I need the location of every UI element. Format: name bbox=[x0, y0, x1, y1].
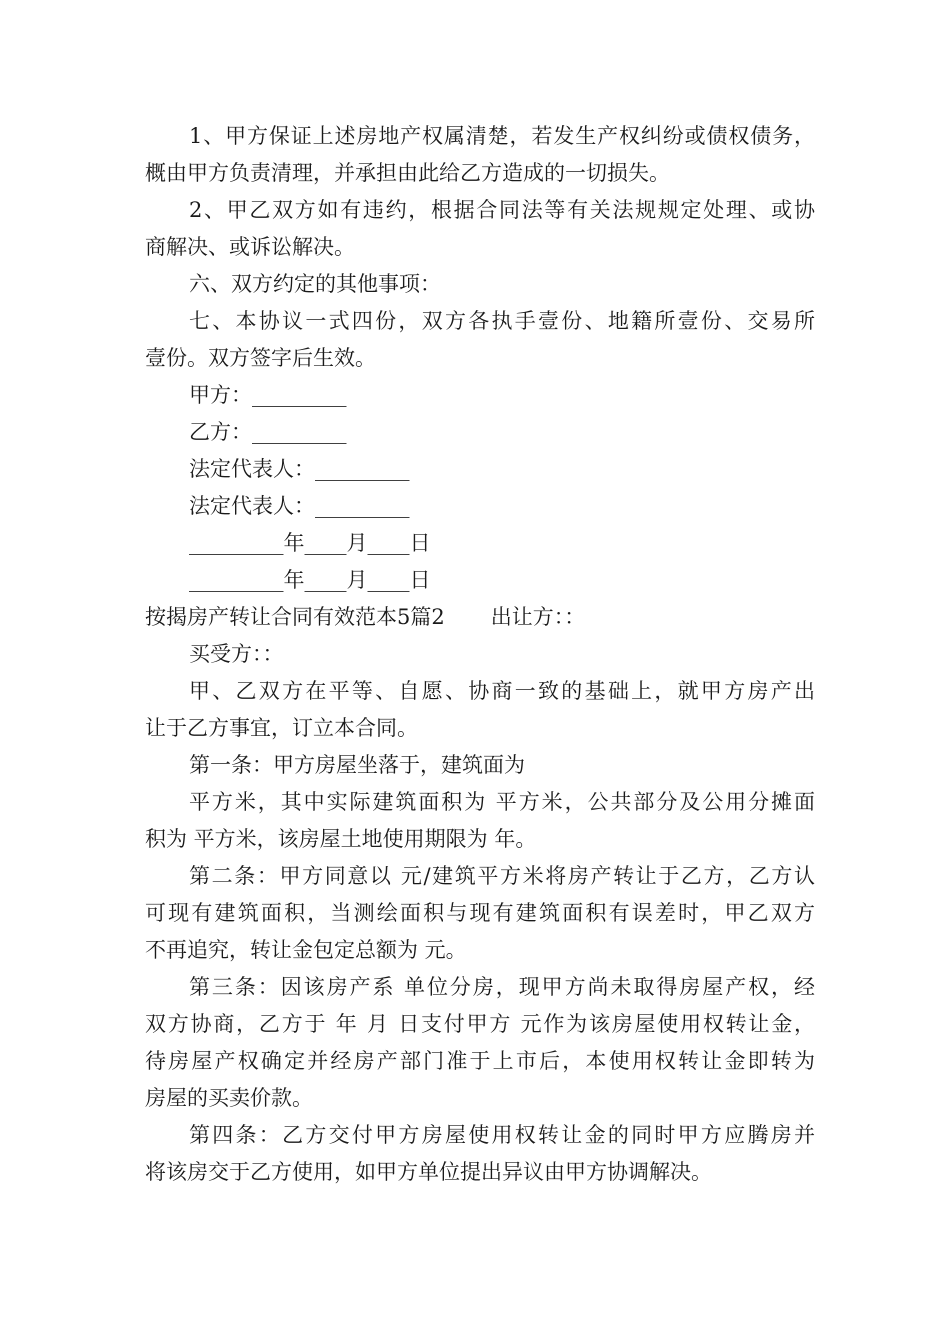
text-line: 将该房交于乙方使用，如甲方单位提出异议由甲方协调解决。 bbox=[145, 1160, 712, 1184]
seller-label: 出让方：： bbox=[490, 605, 586, 629]
text-line: 1、甲方保证上述房地产权属清楚，若发生产权纠纷或债权债务， bbox=[189, 124, 815, 148]
text-line: 待房屋产权确定并经房产部门准于上市后，本使用权转让金即转为 bbox=[145, 1049, 815, 1073]
text-line: 壹份。双方签字后生效。 bbox=[145, 346, 376, 370]
text-line: 第四条：乙方交付甲方房屋使用权转让金的同时甲方应腾房并 bbox=[189, 1123, 815, 1147]
text-line: 2、甲乙双方如有违约，根据合同法等有关法规规定处理、或协 bbox=[189, 198, 815, 222]
text-line: 第一条：甲方房屋坐落于，建筑面为 bbox=[189, 753, 525, 777]
contract-body-section bbox=[145, 636, 815, 1191]
text-line: 第二条：甲方同意以 元/建筑平方米将房产转让于乙方，乙方认 bbox=[189, 864, 815, 888]
text-line: 平方米，其中实际建筑面积为 平方米，公共部分及公用分摊面 bbox=[189, 790, 815, 814]
text-line: 房屋的买卖价款。 bbox=[145, 1086, 313, 1110]
document-body bbox=[145, 118, 815, 1191]
text-line: 不再追究，转让金包定总额为 元。 bbox=[145, 938, 467, 962]
text-line: 第三条：因该房产系 单位分房，现甲方尚未取得房屋产权，经 bbox=[189, 975, 815, 999]
text-line: 商解决、或诉讼解决。 bbox=[145, 235, 355, 259]
text-line: 法定代表人：_________ bbox=[189, 457, 410, 481]
text-line: _________年____月____日 bbox=[189, 531, 431, 555]
text-line: 概由甲方负责清理，并承担由此给乙方造成的一切损失。 bbox=[145, 161, 670, 185]
text-line: 双方协商，乙方于 年 月 日支付甲方 元作为该房屋使用权转让金， bbox=[145, 1012, 815, 1036]
contract-heading-line bbox=[145, 599, 815, 636]
text-line: 可现有建筑面积，当测绘面积与现有建筑面积有误差时，甲乙双方 bbox=[145, 901, 815, 925]
contract-terms-section bbox=[145, 118, 815, 599]
text-line: 甲、乙双方在平等、自愿、协商一致的基础上，就甲方房产出 bbox=[189, 679, 815, 703]
text-line: 买受方：： bbox=[189, 642, 284, 666]
text-line: 乙方：_________ bbox=[189, 420, 347, 444]
text-line: 法定代表人：_________ bbox=[189, 494, 410, 518]
text-line: _________年____月____日 bbox=[189, 568, 431, 592]
contract-title: 按揭房产转让合同有效范本5篇2 bbox=[145, 605, 445, 629]
text-line: 让于乙方事宜，订立本合同。 bbox=[145, 716, 418, 740]
text-line: 积为 平方米，该房屋土地使用期限为 年。 bbox=[145, 827, 537, 851]
text-line: 六、双方约定的其他事项： bbox=[189, 272, 441, 296]
text-line: 甲方：_________ bbox=[189, 383, 347, 407]
text-line: 七、本协议一式四份，双方各执手壹份、地籍所壹份、交易所 bbox=[189, 309, 815, 333]
